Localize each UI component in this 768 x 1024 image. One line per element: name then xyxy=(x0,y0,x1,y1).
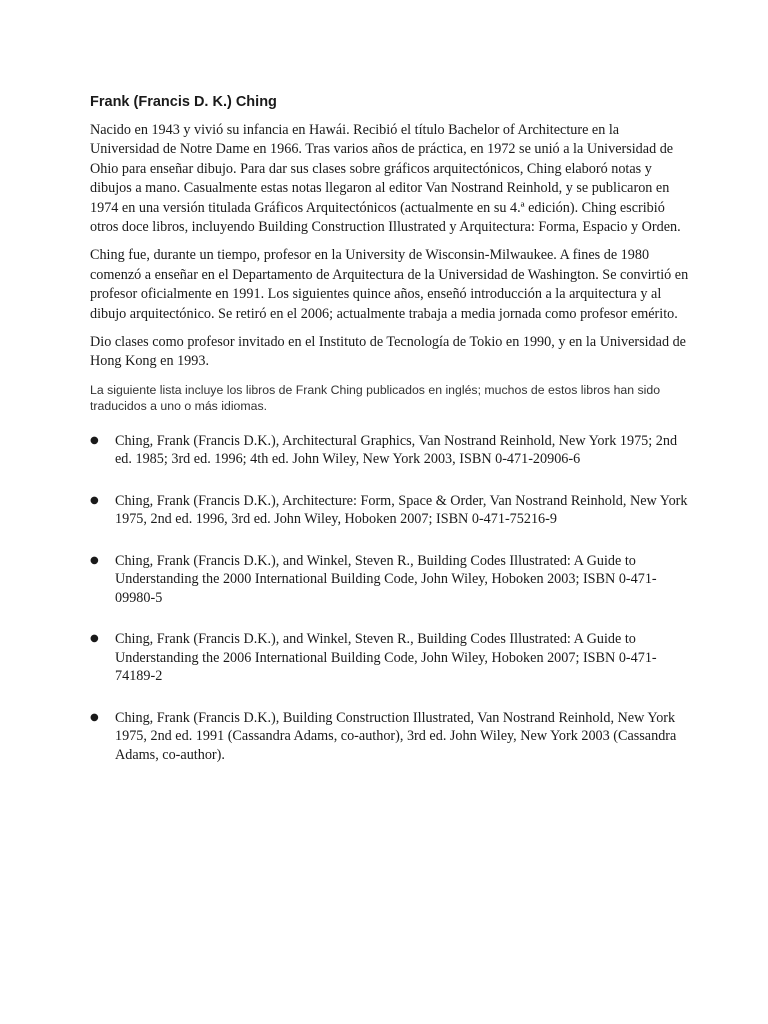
list-item xyxy=(90,552,690,608)
document-page xyxy=(90,93,690,787)
book-entry-text: Ching, Frank (Francis D.K.), and Winkel, Steven R., Building Codes Illustrated: A Guide to Understanding the 2006 International Building Code, John Wiley, Hoboken 2007; ISBN 0-471-74189-2 xyxy=(115,631,657,685)
list-item xyxy=(90,630,690,686)
book-entry-text: Ching, Frank (Francis D.K.), Architectural Graphics, Van Nostrand Reinhold, New York 1975; 2nd ed. 1985; 3rd ed. 1996; 4th ed. John Wiley, New York 2003, ISBN 0-471-20906-6 xyxy=(115,432,678,468)
biography-paragraph-1: Nacido en 1943 y vivió su infancia en Hawái. Recibió el título Bachelor of Architecture en la Universidad de Notre Dame en 1966. Tras varios años de práctica, en 1972 se unió a la Universidad de Ohio para enseñar dibujo. Para dar sus clases sobre gráficos arquitectónicos, Ching elaboró notas y dibujos a mano. Casualmente estas notas llegaron al editor Van Nostrand Reinhold, y se publicaron en 1974 en una versión titulada Gráficos Arquitectónicos (actualmente en su 4.ª edición). Ching escribió otros doce libros, incluyendo Building Construction Illustrated y Arquitectura: Forma, Espacio y Orden. xyxy=(90,122,681,236)
book-entry-text: Ching, Frank (Francis D.K.), and Winkel, Steven R., Building Codes Illustrated: A Guide to Understanding the 2000 International Building Code, John Wiley, Hoboken 2003; ISBN 0-471-09980-5 xyxy=(115,552,657,606)
book-list xyxy=(90,432,690,765)
biography-paragraph-2: Ching fue, durante un tiempo, profesor en la University de Wisconsin-Milwaukee. A fines de 1980 comenzó a enseñar en el Departamento de Arquitectura de la Universidad de Washington. Se convirtió en profesor oficialmente en 1991. Los siguientes quince años, enseñó introducción a la arquitectura y al dibujo arquitectónico. Se retiró en el 2006; actualmente trabaja a media jornada como profesor emérito. xyxy=(90,247,689,322)
bullet-icon: ● xyxy=(90,494,99,506)
biography-paragraph-3: Dio clases como profesor invitado en el Instituto de Tecnología de Tokio en 1990, y en la Universidad de Hong Kong en 1993. xyxy=(90,334,686,370)
book-entry-text: Ching, Frank (Francis D.K.), Architecture: Form, Space & Order, Van Nostrand Reinhold, New York 1975, 2nd ed. 1996, 3rd ed. John Wiley, Hoboken 2007; ISBN 0-471-75216-9 xyxy=(115,492,688,528)
bullet-icon: ● xyxy=(90,633,99,645)
list-item xyxy=(90,492,690,529)
bullet-icon: ● xyxy=(90,554,99,566)
list-item xyxy=(90,432,690,469)
list-item xyxy=(90,709,690,765)
book-entry-text: Ching, Frank (Francis D.K.), Building Construction Illustrated, Van Nostrand Reinhold, New York 1975, 2nd ed. 1991 (Cassandra Adams, co-author), 3rd ed. John Wiley, New York 2003 (Cassandra Adams, co-author). xyxy=(115,709,677,763)
book-list-intro: La siguiente lista incluye los libros de Frank Ching publicados en inglés; muchos de estos libros han sido traducidos a uno o más idiomas. xyxy=(90,382,661,413)
bullet-icon: ● xyxy=(90,434,99,446)
page-title: Frank (Francis D. K.) Ching xyxy=(90,94,277,110)
bullet-icon: ● xyxy=(90,711,99,723)
